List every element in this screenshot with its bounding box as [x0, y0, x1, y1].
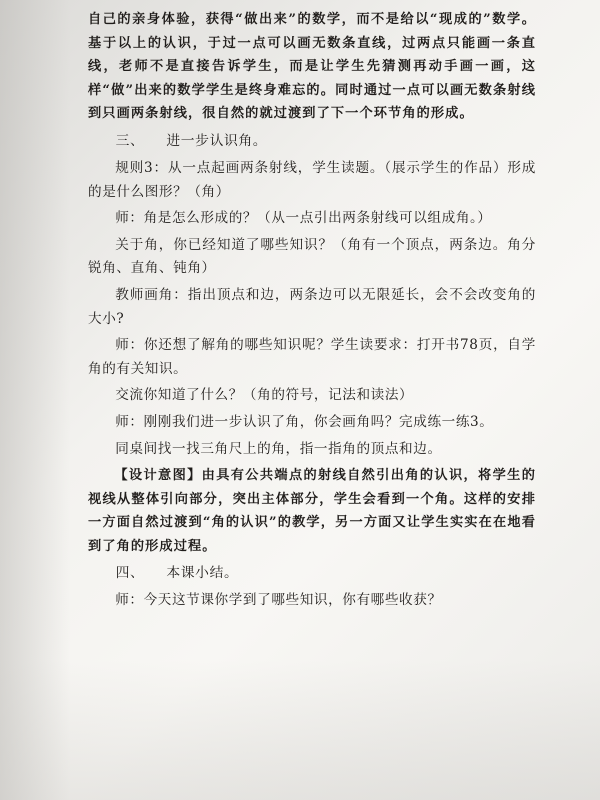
section-title: 进一步认识角。 [166, 132, 268, 149]
paragraph-partner-activity: 同桌间找一找三角尺上的角，指一指角的顶点和边。 [115, 440, 442, 457]
paragraph-known-angle-facts: 关于角，你已经知道了哪些知识？（角有一个顶点，两条边。角分锐角、直角、钝角） [88, 236, 536, 277]
section-number: 四、 [115, 565, 145, 582]
paragraph-design-intent [88, 464, 536, 558]
paragraph-self-study: 师：你还想了解角的哪些知识呢？学生读要求：打开书78页，自学角的有关知识。 [88, 337, 536, 377]
design-intent-label: 【设计意图】 [114, 468, 202, 484]
section-heading-4 [88, 561, 536, 585]
page-shadow-bottom [0, 660, 600, 800]
paragraph-exchange: 交流你知道了什么？（角的符号，记法和读法） [115, 387, 414, 404]
paragraph-practice: 师：刚刚我们进一步认识了角，你会画角吗？完成练一练3。 [115, 413, 494, 430]
paragraph-summary-question: 师：今天这节课你学到了哪些知识，你有哪些收获？ [115, 592, 442, 609]
section-heading-3 [88, 129, 536, 153]
page-content [88, 8, 536, 616]
section-title: 本课小结。 [166, 565, 239, 582]
paragraph-design-rationale-continued: 自己的亲身体验，获得“做出来”的数学，而不是给以“现成的”数学。基于以上的认识，于过一点可以画无数条直线，过两点只能画一条直线，老师不是直接告诉学生，而是让学生先猜测再动手画一画，这样“做”出来的数学学生是终身难忘的。同时通过一点可以画无数条射线到只画两条射线，很自然的就过渡到了下一个环节角的形成。 [88, 12, 536, 122]
paragraph-rule-3: 规则3：从一点起画两条射线，学生读题。（展示学生的作品）形成的是什么图形？（角） [88, 159, 536, 200]
paragraph-teacher-draws-angle: 教师画角：指出顶点和边，两条边可以无限延长，会不会改变角的大小? [88, 286, 536, 327]
section-number: 三、 [115, 132, 145, 149]
paragraph-teacher-question-angle-formation: 师：角是怎么形成的？（从一点引出两条射线可以组成角。） [115, 210, 492, 227]
design-intent-text: 由具有公共端点的射线自然引出角的认识，将学生的视线从整体引向部分，突出主体部分，学生会看到一个角。这样的安排一方面自然过渡到“角的认识”的教学，另一方面又让学生实实在在地看到了角的形成过程。 [88, 468, 536, 554]
